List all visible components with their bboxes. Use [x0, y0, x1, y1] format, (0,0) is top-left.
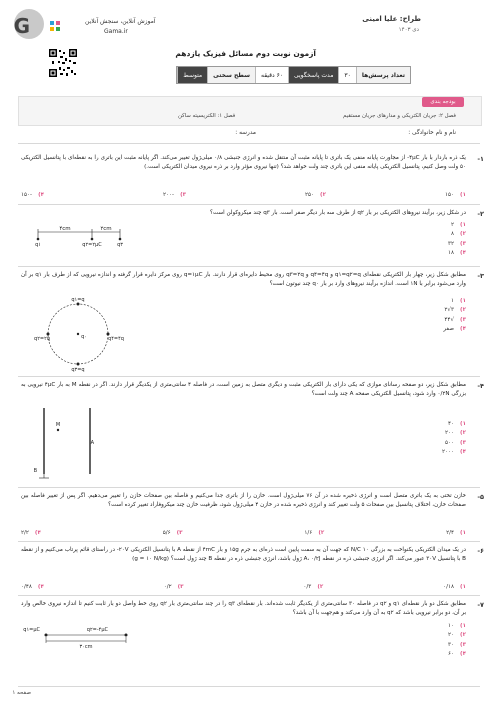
question-number: ۷- — [477, 601, 484, 609]
info-difficulty-value: متوسط — [177, 67, 207, 83]
divider — [18, 143, 480, 144]
question-text: خازن تختی به یک باتری متصل است و انرژی ذخیره شده در آن ۷۶ میلی‌ژول است. خازن را از باتری جدا می‌کنیم و فاصله بین صفحات خازن را تغییر می‌دهیم. اگر پس از تغییر فاصله بین صفحات خازن، اختلاف پتانسیل بین صفحات ۵ ولت تغییر کند و انرژی ذخیره شده در خازن ۴ میلی‌ژول شود، ظرفیت خازن چند میکروفاراد تغییر کرده است؟ — [21, 493, 467, 509]
question-number: ۱- — [477, 155, 484, 163]
option-2[interactable]: ۲)۸ — [451, 231, 466, 238]
options-row — [21, 530, 466, 536]
option-3[interactable]: ۳)-۲۰۰ — [163, 192, 187, 198]
option-1[interactable]: ۱)۱ — [451, 298, 466, 304]
distance-label: ۲cm — [100, 226, 112, 232]
options-column — [443, 297, 466, 335]
question-number: ۶- — [477, 547, 484, 555]
question-number: ۴- — [477, 382, 484, 390]
question-text: مطابق شکل زیر، چهار بار الکتریکی نقطه‌ای q۱=q۲=q و q۴=۴q و q۳=۲q روی محیط دایره‌ای قرار دارند. بار q=۱μC روی مرکز دایره قرار گرفته و اندازه نیرویی که از طرف بار q۱ بر آن وارد می‌شود برابر با ۱N است. اندازه برآیند نیروهای وارد بر بار q۰ چند نیوتون است؟ — [21, 272, 466, 288]
budget-chapter-2: فصل ۲: جریان الکتریکی و مدارهای جریان مستقیم — [343, 113, 456, 119]
page-number: صفحه ۱ — [12, 690, 31, 696]
svg-text:q۳=q: q۳=q — [71, 367, 85, 373]
options-column — [442, 420, 466, 458]
svg-text:q۰: q۰ — [81, 334, 87, 340]
exam-info-bar — [176, 66, 411, 84]
svg-text:A: A — [90, 440, 94, 446]
option-1[interactable]: ۱)۰/۱۸ — [443, 584, 466, 590]
option-1[interactable]: ۱)۲ — [451, 222, 466, 228]
qr-code[interactable] — [48, 48, 78, 78]
info-duration-label: مدت پاسخگویی — [288, 67, 338, 83]
question-text: یک ذره باردار با بار ۴μC- از مجاورت پایانه منفی یک باتری تا پایانه مثبت آن منتقل شده و انرژی جنبشی ۰/۸ میلی‌ژول تغییر می‌کند. اگر پایانه مثبت این باتری را به نقطه‌ای با پتانسیل الکتریکی ۵۰ ولت وصل کنیم، پتانسیل الکتریکی پایانه منفی این باتری چند ولت خواهد شد؟ (تنها نیروی مؤثر وارد بر ذره نیروی میدان الکتریکی است.) — [21, 155, 466, 171]
divider — [18, 204, 480, 205]
option-4[interactable]: ۴)-۱۵۰ — [21, 192, 45, 198]
designer-name: طراح: علیا امینی — [362, 15, 421, 23]
option-1[interactable]: ۱)۲/۴ — [446, 530, 466, 536]
option-2[interactable]: ۲)۲۵۰ — [305, 192, 327, 198]
budget-tag: بودجه بندی — [422, 97, 464, 107]
budget-box — [18, 96, 482, 126]
option-1[interactable]: ۱)۱۰ — [448, 623, 466, 629]
option-3[interactable]: ۳)۳۲ — [448, 240, 466, 247]
figure-q3 — [28, 296, 128, 374]
option-4[interactable]: ۴)۰/۴۸ — [21, 584, 44, 590]
divider — [18, 266, 480, 267]
student-name-label: نام و نام خانوادگی : — [408, 130, 456, 136]
exam-title: آزمون نوبت دوم مسائل فیزیک یازدهم — [175, 49, 316, 58]
option-3[interactable]: ۳)√۴۴ — [444, 316, 466, 323]
option-4[interactable]: ۴)۲۰۰۰ — [441, 449, 466, 456]
option-4[interactable]: ۴)۲/۲ — [21, 530, 41, 536]
option-2[interactable]: ۲)۲۰ — [448, 632, 466, 639]
question-text: مطابق شکل دو بار نقطه‌ای q۱ و q۲ در فاصله ۳۰ سانتی‌متری از یکدیگر ثابت شده‌اند. بار نقطه‌ای q۳ را در چند سانتی‌متری بار q۲ روی خط واصل دو بار ثابت کنیم تا اندازه نیروی خالص وارد بر آن، دو برابر نیرویی باشد که q۲ به آن وارد می‌کند و هم‌جهت با آن باشد؟ — [21, 601, 466, 617]
question-number: ۵- — [477, 493, 484, 501]
svg-text:M: M — [55, 422, 61, 428]
svg-text:q۴=۴q: q۴=۴q — [108, 336, 124, 342]
svg-text:q۲=۲q: q۲=۲q — [34, 336, 50, 342]
site-slogan: آموزش آنلاین، سنجش آنلاین — [85, 18, 156, 25]
options-row — [21, 584, 466, 590]
option-3[interactable]: ۳)۳۰ — [448, 641, 466, 648]
info-count-value: ۳۰ — [338, 67, 355, 83]
option-3[interactable]: ۳)۰/۲ — [163, 584, 184, 590]
divider — [18, 376, 480, 377]
charge-label: q۱ — [35, 242, 41, 248]
divider — [18, 487, 480, 488]
budget-chapter-1: فصل ۱: الکتریسیته ساکن — [178, 113, 236, 119]
charge-label: q۳ — [117, 242, 123, 248]
option-3[interactable]: ۳)۵۰۰ — [445, 439, 466, 446]
divider — [18, 541, 480, 542]
svg-text:q۱=μC: q۱=μC — [23, 627, 40, 633]
figure-q4 — [33, 404, 106, 482]
options-row — [21, 192, 466, 198]
info-difficulty-label: سطح سختی — [207, 67, 255, 83]
svg-text:G: G — [13, 14, 30, 38]
option-2[interactable]: ۲)۱/۶ — [304, 530, 325, 536]
option-2[interactable]: ۲)۳√۲ — [444, 307, 466, 314]
option-4[interactable]: ۴)صفر — [443, 326, 466, 333]
option-2[interactable]: ۲)۰/۳ — [303, 584, 324, 590]
svg-text:B: B — [33, 468, 37, 474]
site-url: Gama.ir — [104, 28, 128, 35]
divider — [18, 686, 480, 687]
option-2[interactable]: ۲)۲۰۰ — [445, 430, 466, 437]
info-count-label: تعداد پرسش‌ها — [356, 67, 410, 83]
svg-text:۳۰cm: ۳۰cm — [79, 644, 93, 650]
question-text: مطابق شکل زیر، دو صفحه رسانای موازی که یکی دارای بار الکتریکی مثبت و دیگری متصل به زمین است، در فاصله ۴ سانتی‌متری از یکدیگر قرار دارند. اگر در نقطه M به بار ۴μC نیرویی به بزرگی ۰/۲N وارد شود، پتانسیل الکتریکی صفحه A چند ولت است؟ — [21, 382, 466, 398]
question-number: ۳- — [477, 272, 484, 280]
options-column — [448, 622, 466, 660]
divider — [18, 595, 480, 596]
question-text: در شکل زیر، برآیند نیروهای الکتریکی بر بار q۲ از طرف سه بار دیگر صفر است. بار q۳ چند میکروکولن است؟ — [210, 210, 466, 216]
question-number: ۲- — [477, 210, 484, 218]
charge-label: q۲=۲μC — [82, 242, 102, 248]
option-4[interactable]: ۴)۶۰ — [448, 651, 466, 658]
option-1[interactable]: ۱)۱۵۰ — [445, 192, 466, 198]
gama-logo — [13, 14, 68, 39]
figure-q7 — [23, 625, 146, 651]
svg-text:q۱=q: q۱=q — [71, 297, 85, 303]
option-4[interactable]: ۴)۱۸ — [448, 250, 466, 257]
option-1[interactable]: ۱)۴۰ — [448, 421, 466, 427]
options-column — [448, 221, 466, 259]
distance-label: ۴cm — [59, 226, 71, 232]
info-duration-value: ۶۰ دقیقه — [255, 67, 288, 83]
question-text: در یک میدان الکتریکی یکنواخت به بزرگی ۱۰ N/C که جهت آن به سمت پایین است ذره‌ای به جرم ۱۵g و بار ۴mC از نقطه A با پتانسیل الکتریکی ۲۰V- در راستای قائم پرتاب می‌کنیم و از نقطه B با پتانسیل ۳۰V عبور می‌کند. اگر انرژی جنبشی ذره در نقطه A، ۰/۲J ژول باشد، انرژی جنبشی ذره در نقطه B چند ژول است؟ (g = ۱۰ N/kg) — [21, 547, 467, 563]
figure-q2 — [36, 224, 176, 250]
svg-text:q۲=-۴μC: q۲=-۴μC — [86, 627, 108, 633]
option-3[interactable]: ۳)۵/۶ — [162, 530, 183, 536]
school-label: مدرسه : — [235, 130, 256, 136]
exam-date: دی ۱۴۰۳ — [398, 27, 419, 33]
